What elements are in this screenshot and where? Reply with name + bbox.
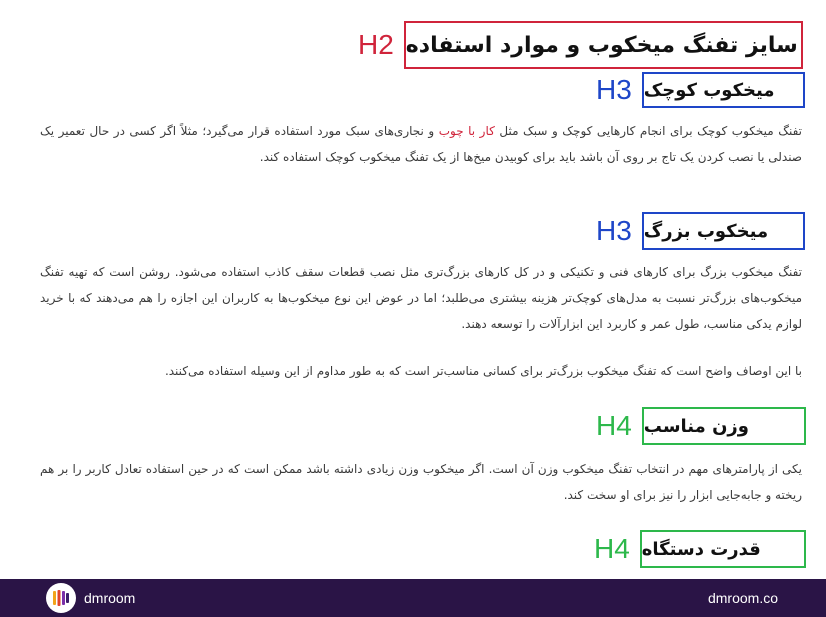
section-large-paragraph-1: تفنگ میخکوب بزرگ برای کارهای فنی و تکنیکی و در کل کارهای بزرگ‌تری مثل نصب قطعات سقف کاذب استفاده می‌شود. روشن است که تهیه تفنگ میخکوب‌های بزرگ‌تر نسبت به مدل‌های کوچک‌تر هزینه بیشتری می‌طلبد؛ اما در عوض این نوع میخکوب‌ها به کاربران این اجازه را هم می‌دهند که با خرید لوازم یدکی مناسب، طول عمر و کاربرد این ابزارآلات را توسعه دهند. [40, 265, 802, 331]
dm-logo-icon [46, 583, 76, 613]
h4-power-tag: H4 [594, 533, 630, 564]
section-large-paragraph-2: با این اوصاف واضح است که تفنگ میخکوب بزرگ‌تر برای کسانی مناسب‌تر است که به طور مداوم از این وسیله استفاده می‌کنند. [164, 364, 802, 378]
footer-brand [46, 583, 135, 613]
h2-tag: H2 [358, 29, 394, 60]
h4-weight-heading [642, 407, 806, 445]
h4-weight-row [596, 407, 806, 445]
h3-large-tag: H3 [596, 215, 632, 246]
small-text-after: و نجاری‌های سبک مورد استفاده قرار می‌گیرد؛ مثلاً اگر کسی در حال تعمیر یک صندلی یا نصب کردن یک تاج بر روی آن باشد باید برای کوبیدن میخ‌ها از یک تفنگ میخکوب کوچک استفاده کند. [40, 124, 802, 164]
h2-heading-row [358, 21, 803, 69]
h3-large-row [596, 212, 805, 250]
h4-power-heading [640, 530, 806, 568]
h3-small-heading [642, 72, 805, 108]
h3-small-row [596, 72, 805, 108]
h3-small-text: میخکوب کوچک [643, 79, 775, 101]
h2-heading [404, 21, 803, 69]
section-small-paragraph [40, 118, 802, 170]
wood-link[interactable]: کار با چوب [438, 124, 495, 138]
footer-brand-name: dmroom [84, 590, 136, 606]
h4-weight-tag: H4 [596, 410, 632, 441]
small-text-before: تفنگ میخکوب کوچک برای انجام کارهایی کوچک و سبک مثل [494, 124, 802, 138]
h4-power-row [594, 530, 806, 568]
h4-power-text: قدرت دستگاه [641, 538, 761, 560]
section-weight-paragraph: یکی از پارامترهای مهم در انتخاب تفنگ میخکوب وزن آن است. اگر میخکوب وزن زیادی داشته باشد ممکن است که در حین استفاده تعادل کاربر را بر هم ریخته و جابه‌جایی ابزار را نیز برای او سخت کند. [40, 462, 802, 502]
h3-large-heading [642, 212, 805, 250]
h3-small-tag: H3 [596, 74, 632, 105]
h4-weight-text: وزن مناسب [643, 415, 749, 437]
footer-bar [0, 579, 826, 617]
h3-large-text: میخکوب بزرگ [643, 220, 769, 242]
footer-site-url[interactable]: dmroom.co [707, 590, 778, 606]
h2-text: سایز تفنگ میخکوب و موارد استفاده [405, 32, 798, 58]
